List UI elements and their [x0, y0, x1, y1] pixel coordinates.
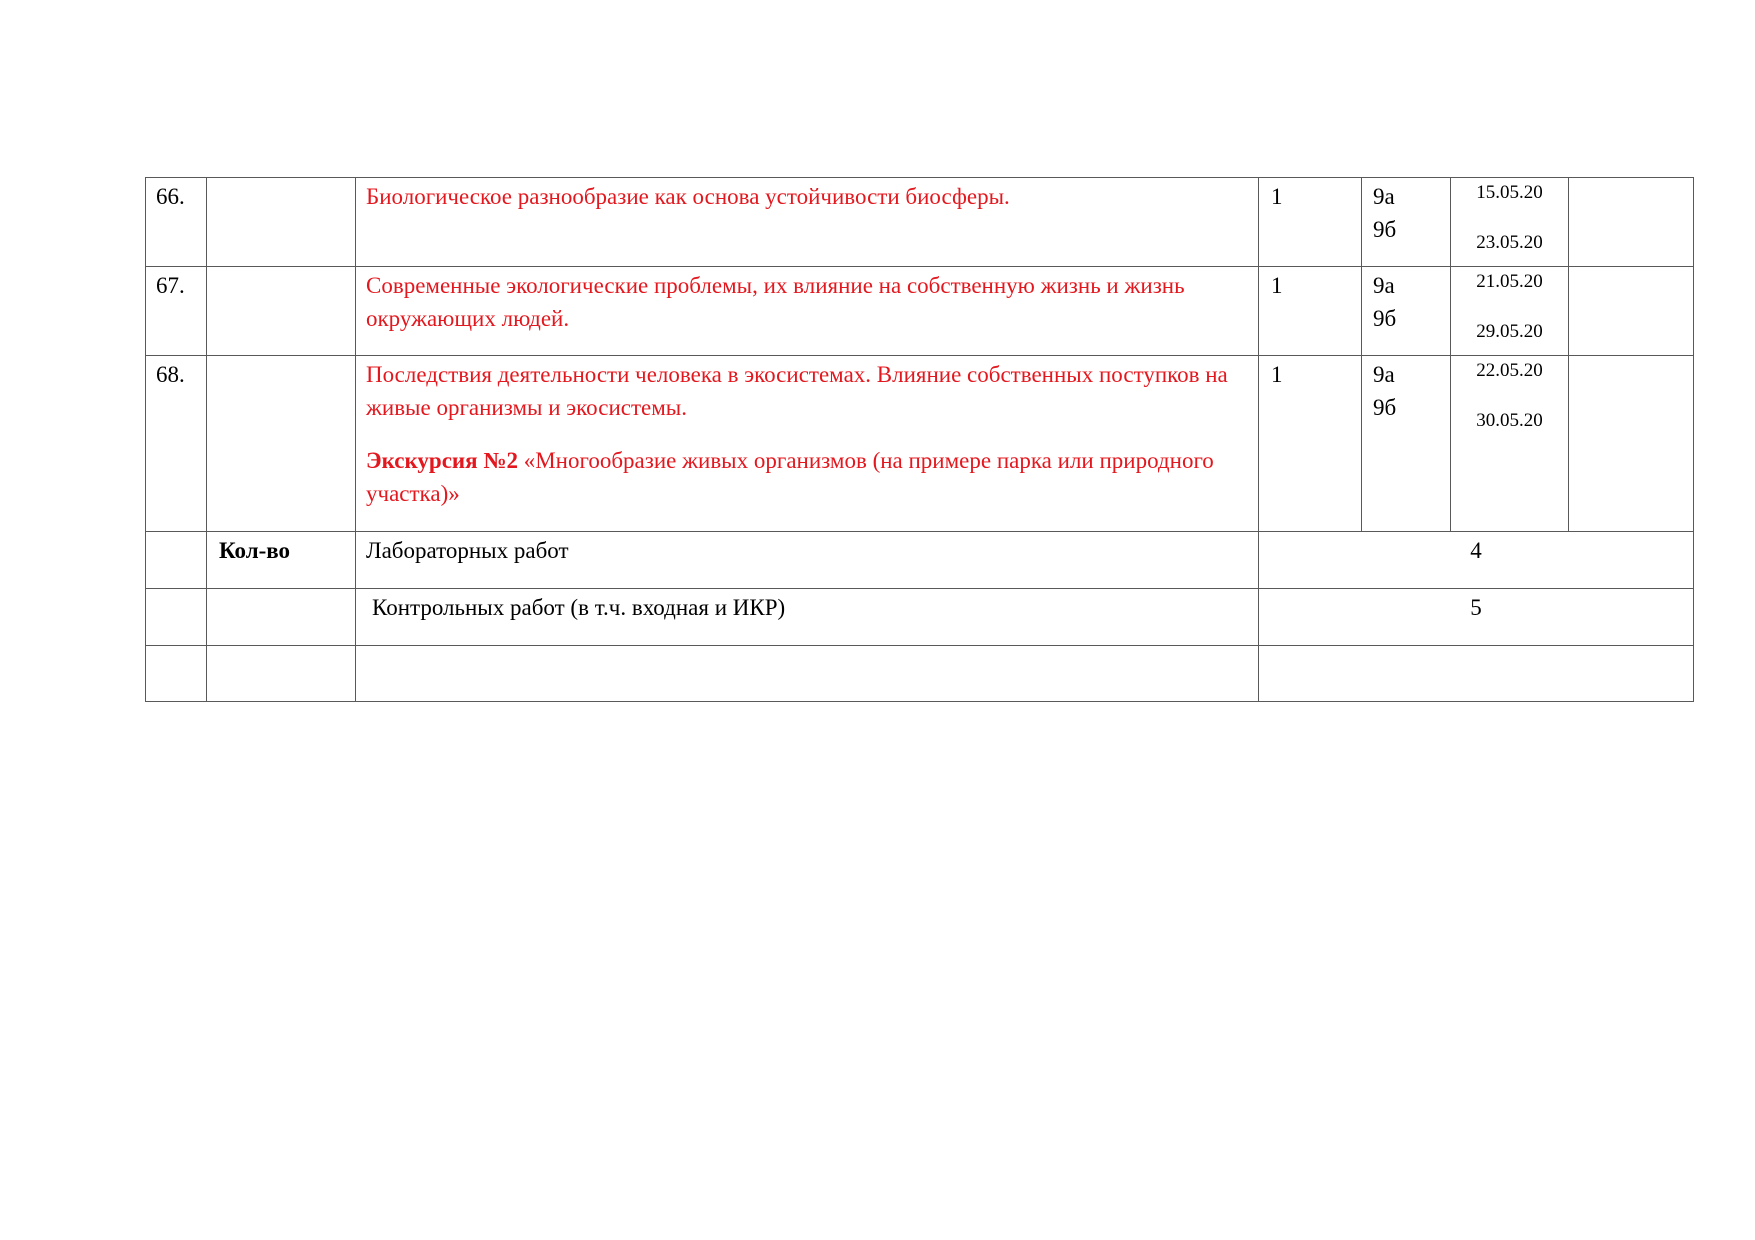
- excursion-line: [366, 444, 1248, 510]
- summary-row-control: [146, 589, 1694, 646]
- lesson-dates: [1451, 356, 1569, 532]
- lesson-date: 29.05.20: [1476, 321, 1543, 342]
- empty-cell: [207, 646, 356, 702]
- table-row: [146, 178, 1694, 267]
- lesson-hours: 1: [1259, 178, 1362, 267]
- excursion-description: «Многообразие живых организмов (на примере парка или природного участка)»: [366, 448, 1214, 506]
- empty-cell: [1569, 356, 1694, 532]
- class-label: 9а: [1373, 273, 1395, 298]
- class-label: 9а: [1373, 362, 1395, 387]
- empty-cell: [146, 646, 207, 702]
- lesson-dates: [1451, 178, 1569, 267]
- lesson-hours: 1: [1259, 267, 1362, 356]
- lesson-plan-table: [145, 177, 1694, 702]
- lesson-number: 66.: [146, 178, 207, 267]
- lesson-date: 30.05.20: [1476, 410, 1543, 431]
- table-row: [146, 356, 1694, 532]
- labs-count: 4: [1259, 532, 1694, 589]
- empty-cell: [356, 646, 1259, 702]
- lesson-number: 68.: [146, 356, 207, 532]
- empty-cell: [1259, 646, 1694, 702]
- summary-row-labs: [146, 532, 1694, 589]
- class-label: 9б: [1373, 395, 1397, 420]
- lesson-date: 21.05.20: [1476, 271, 1543, 292]
- lesson-topic: [356, 267, 1259, 356]
- count-label: Кол-во: [207, 532, 356, 589]
- lesson-topic-text: Современные экологические проблемы, их влияние на собственную жизнь и жизнь окружающих людей.: [366, 273, 1185, 331]
- control-count: 5: [1259, 589, 1694, 646]
- empty-cell: [207, 178, 356, 267]
- class-label: 9б: [1373, 306, 1397, 331]
- table-row: [146, 267, 1694, 356]
- empty-cell: [146, 589, 207, 646]
- class-label: 9а: [1373, 184, 1395, 209]
- labs-label: Лабораторных работ: [356, 532, 1259, 589]
- lesson-topic: [356, 356, 1259, 532]
- excursion-title: Экскурсия №2: [366, 448, 518, 473]
- summary-row-empty: [146, 646, 1694, 702]
- lesson-topic: [356, 178, 1259, 267]
- empty-cell: [146, 532, 207, 589]
- lesson-topic-text: Биологическое разнообразие как основа устойчивости биосферы.: [366, 184, 1010, 209]
- lesson-classes: [1362, 356, 1451, 532]
- control-label: Контрольных работ (в т.ч. входная и ИКР): [356, 589, 1259, 646]
- lesson-date: 22.05.20: [1476, 360, 1543, 381]
- lesson-dates: [1451, 267, 1569, 356]
- empty-cell: [207, 267, 356, 356]
- lesson-classes: [1362, 178, 1451, 267]
- lesson-topic-text: Последствия деятельности человека в экосистемах. Влияние собственных поступков на живые организмы и экосистемы.: [366, 362, 1228, 420]
- lesson-hours: 1: [1259, 356, 1362, 532]
- lesson-classes: [1362, 267, 1451, 356]
- empty-cell: [207, 356, 356, 532]
- empty-cell: [1569, 178, 1694, 267]
- lesson-date: 15.05.20: [1476, 182, 1543, 203]
- lesson-number: 67.: [146, 267, 207, 356]
- lesson-date: 23.05.20: [1476, 232, 1543, 253]
- empty-cell: [1569, 267, 1694, 356]
- class-label: 9б: [1373, 217, 1397, 242]
- empty-cell: [207, 589, 356, 646]
